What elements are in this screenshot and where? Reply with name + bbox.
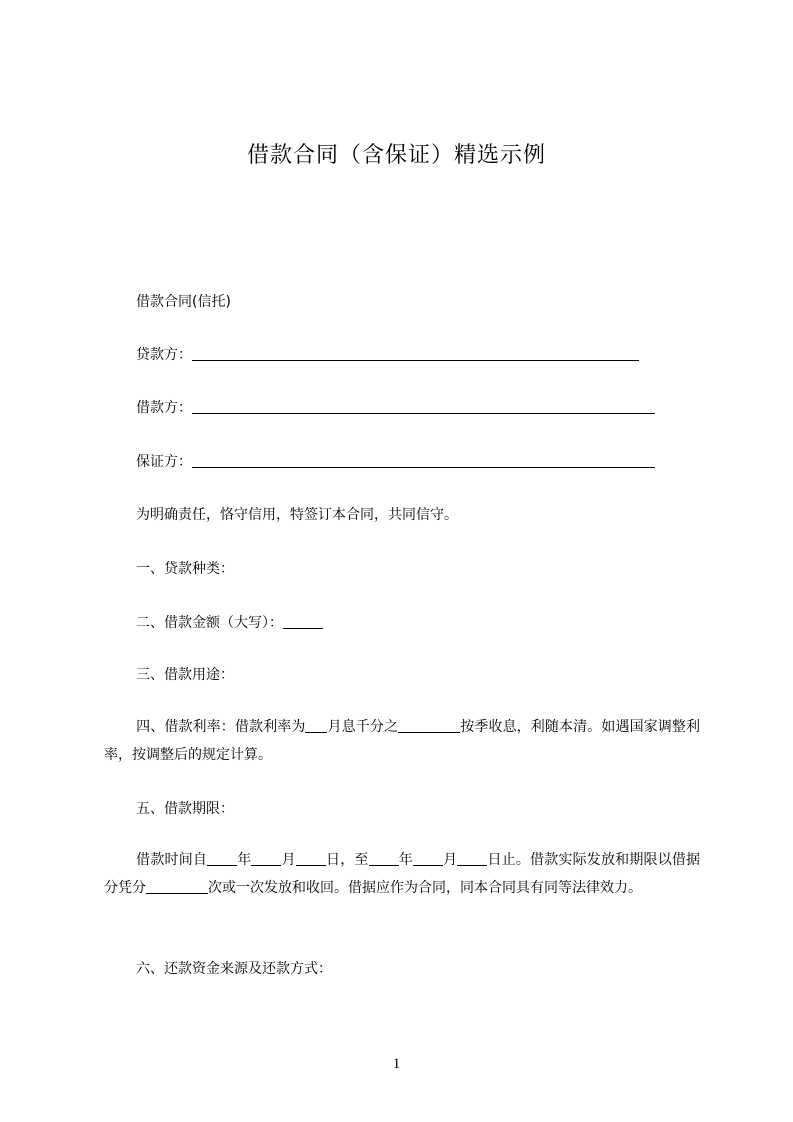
clause-loan-amount xyxy=(136,613,323,633)
installment-count-blank[interactable] xyxy=(146,879,208,894)
term-year-1: 年 xyxy=(237,852,252,868)
clause-repayment: 六、还款资金来源及还款方式： xyxy=(136,961,332,977)
interest-rate-text-2: 月息千分之 xyxy=(327,719,399,735)
interest-rate-text-1: 四、借款利率：借款利率为 xyxy=(136,719,306,735)
start-month-blank[interactable] xyxy=(251,851,281,866)
interest-rate-text-3: 按季收息，利随本清。如遇国家调整利率，按调整后的规定计算。 xyxy=(104,719,701,763)
end-day-blank[interactable] xyxy=(457,851,487,866)
party-lender-label: 贷款方： xyxy=(136,347,192,363)
party-guarantor-blank[interactable] xyxy=(192,453,655,468)
term-text-end: 次或一次发放和收回。借据应作为合同，同本合同具有同等法律效力。 xyxy=(208,880,642,896)
clause-interest-rate xyxy=(104,713,700,769)
term-day-2: 日止。借款实际发放和期限以借据分凭分 xyxy=(104,852,701,896)
party-lender xyxy=(136,345,639,365)
interest-rate-blank-2[interactable] xyxy=(398,718,460,733)
clause-loan-amount-label: 二、借款金额（大写）： xyxy=(136,615,283,631)
term-month-2: 月 xyxy=(442,852,458,868)
term-text-start: 借款时间自 xyxy=(136,852,208,868)
end-month-blank[interactable] xyxy=(413,851,443,866)
start-day-blank[interactable] xyxy=(296,851,326,866)
party-lender-blank[interactable] xyxy=(192,346,639,361)
document-title: 借款合同（含保证）精选示例 xyxy=(246,143,546,168)
contract-subtitle: 借款合同(信托) xyxy=(136,294,231,310)
party-guarantor-label: 保证方： xyxy=(136,454,192,470)
loan-amount-blank[interactable] xyxy=(283,614,323,629)
preamble: 为明确责任，恪守信用，特签订本合同，共同信守。 xyxy=(136,507,458,523)
clause-loan-term-body xyxy=(104,846,700,902)
clause-loan-purpose: 三、借款用途： xyxy=(136,667,234,683)
party-guarantor xyxy=(136,452,655,472)
end-year-blank[interactable] xyxy=(369,851,399,866)
party-borrower-label: 借款方： xyxy=(136,400,192,416)
term-year-2: 年 xyxy=(398,852,413,868)
term-month-1: 月 xyxy=(281,852,296,868)
interest-rate-blank-1[interactable] xyxy=(305,718,327,733)
clause-loan-type: 一、贷款种类： xyxy=(136,561,234,577)
page-number: 1 xyxy=(392,1056,401,1072)
start-year-blank[interactable] xyxy=(207,851,237,866)
party-borrower xyxy=(136,398,655,418)
party-borrower-blank[interactable] xyxy=(192,399,655,414)
clause-loan-term: 五、借款期限： xyxy=(136,801,234,817)
term-day-1: 日，至 xyxy=(325,852,369,868)
